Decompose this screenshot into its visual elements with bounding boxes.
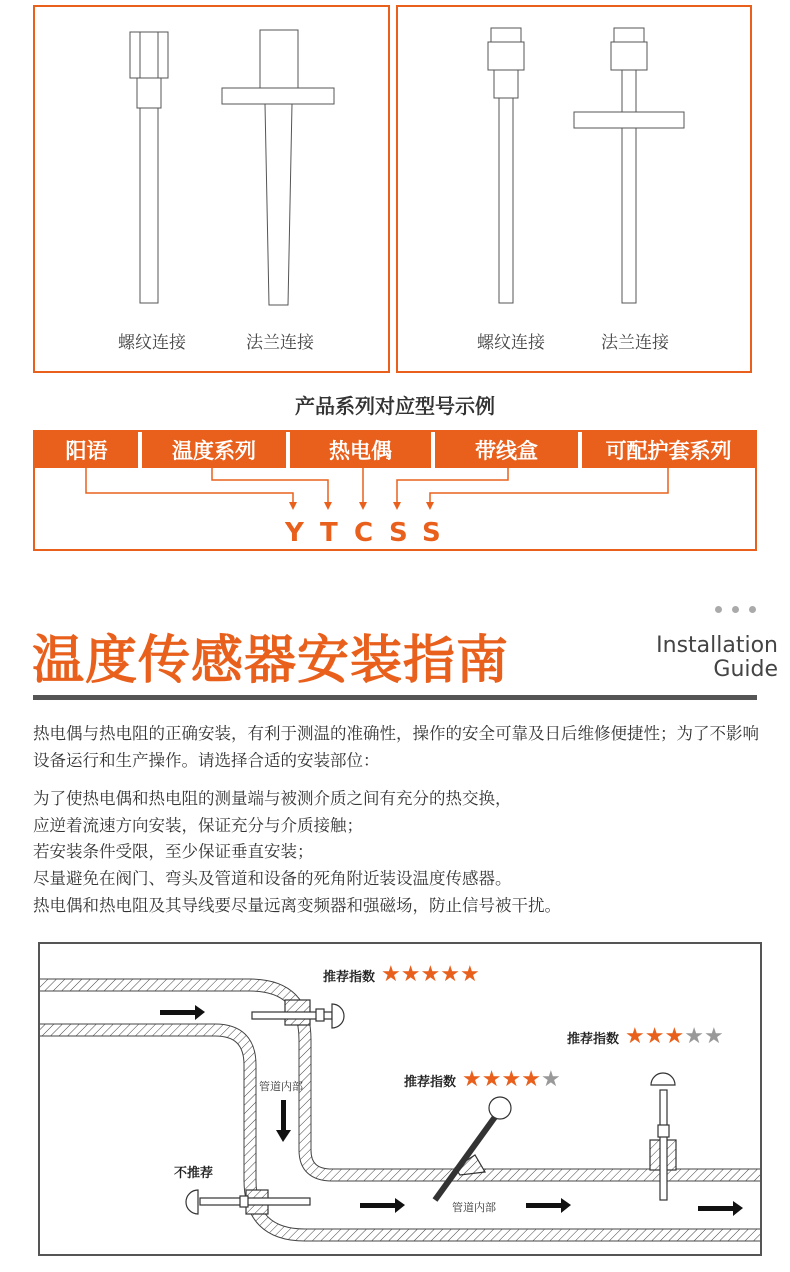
star-empty-icon: ★	[540, 1067, 561, 1092]
arrow-right-icon	[160, 1005, 205, 1020]
segment-temp-series: 温度系列	[142, 432, 290, 468]
star-empty-icon: ★	[684, 1024, 704, 1049]
star-filled-icon: ★	[644, 1024, 665, 1049]
arrow-right-icon	[360, 1198, 405, 1213]
guide-title: 温度传感器安装指南	[32, 631, 510, 691]
rating-label: 推荐指数	[567, 1031, 620, 1047]
model-letter: Y	[285, 518, 304, 548]
sensor-angled	[435, 1097, 511, 1200]
rating-label: 推荐指数	[323, 969, 376, 985]
product-label: 法兰连接	[246, 333, 314, 353]
arrow-down-icon	[276, 1100, 291, 1142]
model-letter: T	[320, 518, 338, 548]
model-letter: S	[389, 518, 408, 548]
guide-point: 应逆着流速方向安装，保证充分与介质接触；	[33, 816, 363, 835]
model-letter: S	[422, 518, 441, 548]
star-rating	[625, 1026, 724, 1048]
star-filled-icon: ★	[521, 1067, 541, 1092]
product-label: 螺纹连接	[477, 333, 545, 353]
pipe-inside-label: 管道内部	[452, 1201, 496, 1214]
guide-title-en-2: Guide	[713, 657, 778, 682]
guide-intro: 热电偶与热电阻的正确安装，有利于测温的准确性，操作的安全可靠及日后维修便捷性；为了不影响设备运行和生产操作。请选择合适的安装部位：	[33, 724, 759, 770]
star-filled-icon: ★	[625, 1024, 645, 1049]
sensor-not-recommended	[186, 1190, 310, 1214]
segment-junction-box: 带线盒	[435, 432, 582, 468]
not-recommended-label: 不推荐	[174, 1166, 214, 1181]
star-empty-icon: ★	[703, 1024, 724, 1049]
star-rating	[462, 1069, 561, 1091]
star-filled-icon: ★	[420, 962, 441, 987]
rating-angled	[404, 1069, 561, 1091]
product-label: 法兰连接	[601, 333, 669, 353]
sensor-elbow-top	[252, 1000, 344, 1028]
star-filled-icon: ★	[664, 1024, 685, 1049]
guide-title-en-1: Installation	[656, 633, 778, 658]
rating-elbow	[323, 964, 480, 986]
star-filled-icon: ★	[459, 962, 480, 987]
star-rating	[381, 964, 480, 986]
arrow-right-icon	[698, 1201, 743, 1216]
star-filled-icon: ★	[381, 962, 401, 987]
segment-sheath-series: 可配护套系列	[605, 439, 732, 463]
guide-point: 尽量避免在阀门、弯头及管道和设备的死角附近装设温度传感器。	[33, 869, 512, 888]
rating-label: 推荐指数	[404, 1074, 457, 1090]
arrow-right-icon	[526, 1198, 571, 1213]
guide-point: 热电偶和热电阻及其导线要尽量远离变频器和强磁场，防止信号被干扰。	[33, 896, 561, 915]
pipe-inside-label: 管道内部	[259, 1080, 303, 1093]
rating-vertical	[567, 1026, 724, 1048]
star-filled-icon: ★	[462, 1067, 482, 1092]
star-filled-icon: ★	[400, 962, 421, 987]
star-filled-icon: ★	[440, 962, 460, 987]
product-label: 螺纹连接	[118, 333, 186, 353]
guide-point: 为了使热电偶和热电阻的测量端与被测介质之间有充分的热交换，	[33, 789, 512, 808]
model-example-title: 产品系列对应型号示例	[295, 394, 495, 418]
segment-brand: 阳语	[35, 432, 142, 468]
segment-thermocouple: 热电偶	[290, 432, 435, 468]
star-filled-icon: ★	[501, 1067, 522, 1092]
model-letter: C	[354, 518, 374, 548]
guide-point: 若安装条件受限，至少保证垂直安装；	[33, 842, 314, 861]
star-filled-icon: ★	[481, 1067, 502, 1092]
